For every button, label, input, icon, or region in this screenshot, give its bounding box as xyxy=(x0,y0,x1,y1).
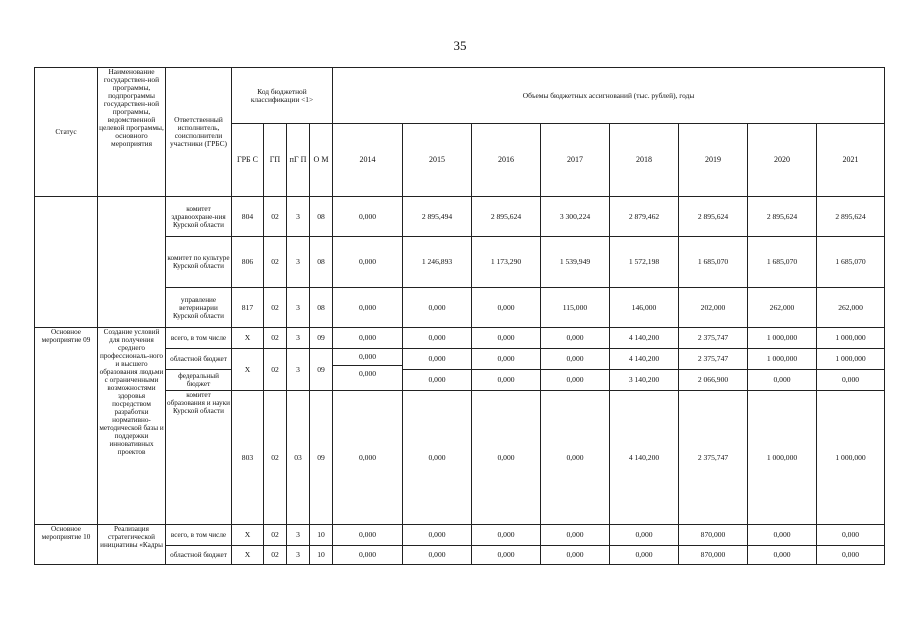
value-cell: 0,000 xyxy=(472,349,541,370)
header-name: Наименование государствен-ной программы, подпрограммы государствен-ной программы, ведомственной целевой программы, основного мероприятия xyxy=(98,68,166,197)
table-row xyxy=(35,525,885,546)
value-cell: 2 375,747 xyxy=(679,328,748,349)
value-cell: 115,000 xyxy=(541,288,610,328)
value-cell: 1 000,000 xyxy=(748,391,817,525)
value-cell: 0,000 xyxy=(333,237,403,288)
grbs-cell: X xyxy=(232,546,264,565)
value-cell: 0,000 xyxy=(541,370,610,391)
value-cell: 1 000,000 xyxy=(817,391,885,525)
status-cell: Основное мероприятие 10 xyxy=(35,525,98,565)
header-year: 2019 xyxy=(679,124,748,197)
value-cell: 4 140,200 xyxy=(610,349,679,370)
value-cell: 0,000 xyxy=(333,328,403,349)
gp-cell: 02 xyxy=(264,237,287,288)
header-year: 2020 xyxy=(748,124,817,197)
executor-cell: областной бюджет xyxy=(166,349,232,370)
executor-cell: управление ветеринарии Курской области xyxy=(166,288,232,328)
value-cell: 1 685,070 xyxy=(679,237,748,288)
value-cell: 0,000 xyxy=(472,288,541,328)
value-cell: 4 140,200 xyxy=(610,391,679,525)
grbs-cell: X xyxy=(232,525,264,546)
om-cell: 10 xyxy=(310,525,333,546)
executor-cell: федеральный бюджет xyxy=(166,370,232,391)
page-number: 35 xyxy=(453,38,467,53)
pgp-cell: 3 xyxy=(287,525,310,546)
value-cell: 0,000 xyxy=(541,546,610,565)
pgp-cell: 3 xyxy=(287,349,310,391)
value-cell: 3 140,200 xyxy=(610,370,679,391)
value-cell: 1 539,949 xyxy=(541,237,610,288)
header-code-grbs: ГРБ С xyxy=(232,124,264,197)
value-cell: 262,000 xyxy=(748,288,817,328)
om-cell: 09 xyxy=(310,391,333,525)
value-sub-cell: 0,000 xyxy=(358,352,377,361)
executor-cell: областной бюджет xyxy=(166,546,232,565)
om-cell: 08 xyxy=(310,288,333,328)
value-cell: 0,000 xyxy=(403,370,472,391)
value-cell: 0,000 xyxy=(748,370,817,391)
grbs-cell: 806 xyxy=(232,237,264,288)
value-cell: 0,000 xyxy=(472,328,541,349)
value-cell: 0,000 xyxy=(472,370,541,391)
om-cell: 10 xyxy=(310,546,333,565)
pgp-cell: 3 xyxy=(287,328,310,349)
header-code-om: О М xyxy=(310,124,333,197)
value-cell: 0,000 xyxy=(817,546,885,565)
value-cell: 0,000 xyxy=(748,546,817,565)
value-cell: 0,000 xyxy=(610,525,679,546)
status-cell: Основное мероприятие 09 xyxy=(35,328,98,525)
value-sub-cell: 0,000 xyxy=(333,365,402,382)
grbs-cell: 817 xyxy=(232,288,264,328)
value-cell: 0,000 xyxy=(748,525,817,546)
om-cell: 08 xyxy=(310,197,333,237)
pgp-cell: 3 xyxy=(287,237,310,288)
header-year: 2015 xyxy=(403,124,472,197)
value-cell: 0,000 xyxy=(541,391,610,525)
value-cell-2014 xyxy=(333,349,403,391)
gp-cell: 02 xyxy=(264,546,287,565)
value-cell: 1 572,198 xyxy=(610,237,679,288)
value-cell: 3 300,224 xyxy=(541,197,610,237)
header-year: 2016 xyxy=(472,124,541,197)
om-cell: 09 xyxy=(310,349,333,391)
pgp-cell: 3 xyxy=(287,197,310,237)
executor-cell: комитет по культуре Курской области xyxy=(166,237,232,288)
value-cell: 0,000 xyxy=(403,391,472,525)
value-cell: 0,000 xyxy=(333,391,403,525)
value-cell: 4 140,200 xyxy=(610,328,679,349)
executor-cell: комитет образования и науки Курской области xyxy=(166,391,232,525)
value-cell: 146,000 xyxy=(610,288,679,328)
value-cell: 2 895,624 xyxy=(472,197,541,237)
value-cell: 1 000,000 xyxy=(817,328,885,349)
value-cell: 262,000 xyxy=(817,288,885,328)
header-status: Статус xyxy=(35,68,98,197)
value-cell: 0,000 xyxy=(403,525,472,546)
grbs-cell: X xyxy=(232,349,264,391)
table-row xyxy=(35,197,885,237)
grbs-cell: X xyxy=(232,328,264,349)
grbs-cell: 803 xyxy=(232,391,264,525)
value-cell: 870,000 xyxy=(679,546,748,565)
value-cell: 2 895,624 xyxy=(748,197,817,237)
table-row xyxy=(35,328,885,349)
value-cell: 2 375,747 xyxy=(679,349,748,370)
gp-cell: 02 xyxy=(264,197,287,237)
value-cell: 0,000 xyxy=(817,370,885,391)
header-code-pgp: пГ П xyxy=(287,124,310,197)
value-cell: 0,000 xyxy=(472,391,541,525)
value-cell: 1 000,000 xyxy=(817,349,885,370)
om-cell: 09 xyxy=(310,328,333,349)
value-cell: 870,000 xyxy=(679,525,748,546)
value-cell: 2 895,494 xyxy=(403,197,472,237)
executor-cell: всего, в том числе xyxy=(166,525,232,546)
executor-cell: всего, в том числе xyxy=(166,328,232,349)
value-cell: 1 246,893 xyxy=(403,237,472,288)
executor-cell: комитет здравоохране-ния Курской области xyxy=(166,197,232,237)
header-budget-code: Код бюджетной классификации <1> xyxy=(232,68,333,124)
measure-name-cell: Реализация стратегической инициативы «Кадры xyxy=(98,525,166,565)
header-executor: Ответственный исполнитель, соисполнители участники (ГРБС) xyxy=(166,68,232,197)
value-cell: 2 066,900 xyxy=(679,370,748,391)
gp-cell: 02 xyxy=(264,288,287,328)
om-cell: 08 xyxy=(310,237,333,288)
value-cell: 0,000 xyxy=(472,525,541,546)
pgp-cell: 3 xyxy=(287,288,310,328)
pgp-cell: 3 xyxy=(287,546,310,565)
status-cell-empty xyxy=(35,197,98,328)
value-cell: 1 000,000 xyxy=(748,328,817,349)
value-cell: 2 895,624 xyxy=(679,197,748,237)
value-cell: 0,000 xyxy=(541,349,610,370)
pgp-cell: 03 xyxy=(287,391,310,525)
value-cell: 0,000 xyxy=(472,546,541,565)
budget-table xyxy=(34,67,885,565)
value-cell: 2 895,624 xyxy=(817,197,885,237)
value-cell: 2 375,747 xyxy=(679,391,748,525)
header-year: 2014 xyxy=(333,124,403,197)
value-cell: 0,000 xyxy=(610,546,679,565)
gp-cell: 02 xyxy=(264,328,287,349)
name-cell-empty xyxy=(98,197,166,328)
value-cell: 0,000 xyxy=(333,525,403,546)
header-year: 2021 xyxy=(817,124,885,197)
value-cell: 0,000 xyxy=(817,525,885,546)
value-cell: 0,000 xyxy=(403,328,472,349)
value-cell: 1 173,290 xyxy=(472,237,541,288)
value-cell: 0,000 xyxy=(333,288,403,328)
gp-cell: 02 xyxy=(264,525,287,546)
grbs-cell: 804 xyxy=(232,197,264,237)
value-cell: 0,000 xyxy=(541,328,610,349)
header-year: 2018 xyxy=(610,124,679,197)
value-cell: 1 685,070 xyxy=(817,237,885,288)
value-cell: 0,000 xyxy=(403,349,472,370)
header-code-gp: ГП xyxy=(264,124,287,197)
value-cell: 2 879,462 xyxy=(610,197,679,237)
header-volumes: Объемы бюджетных ассигнований (тыс. рублей), годы xyxy=(333,68,885,124)
value-cell: 1 000,000 xyxy=(748,349,817,370)
gp-cell: 02 xyxy=(264,349,287,391)
value-cell: 202,000 xyxy=(679,288,748,328)
value-cell: 0,000 xyxy=(403,288,472,328)
gp-cell: 02 xyxy=(264,391,287,525)
value-cell: 1 685,070 xyxy=(748,237,817,288)
measure-name-cell: Создание условий для получения среднего профессиональ-ного и высшего образования людьми с ограниченными возможностями здоровья посредством разработки нормативно-методической базы и поддержки инновативных проектов xyxy=(98,328,166,525)
value-cell: 0,000 xyxy=(541,525,610,546)
header-year: 2017 xyxy=(541,124,610,197)
value-cell: 0,000 xyxy=(403,546,472,565)
value-cell: 0,000 xyxy=(333,197,403,237)
value-cell: 0,000 xyxy=(333,546,403,565)
